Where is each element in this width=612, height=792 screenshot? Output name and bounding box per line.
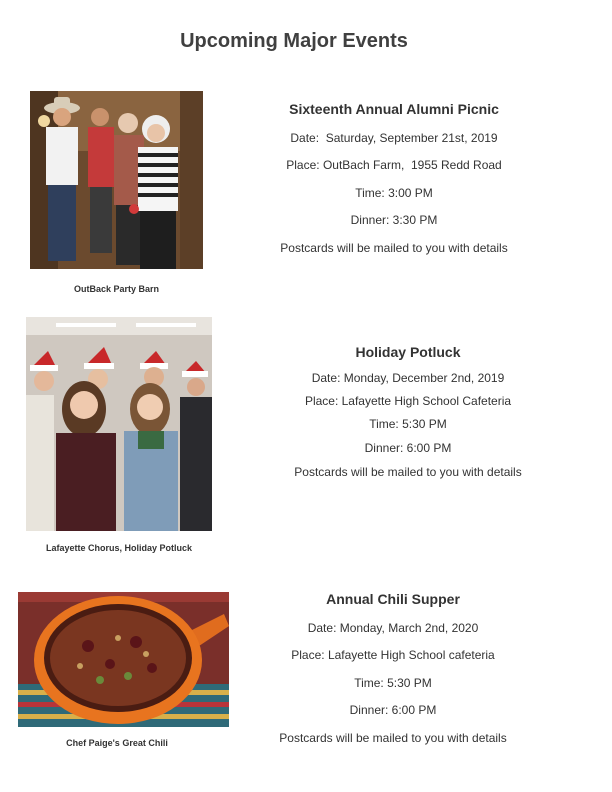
event-place: Place: OutBach Farm, 1955 Redd Road (286, 158, 502, 172)
event-photo-chili (18, 592, 229, 727)
event-time: Time: 5:30 PM (354, 676, 432, 690)
event-date: Date: Monday, December 2nd, 2019 (311, 371, 505, 385)
event-picnic (278, 100, 510, 260)
event-title: Sixteenth Annual Alumni Picnic (289, 101, 499, 117)
event-photo-potluck (26, 317, 212, 531)
event-photo-picnic (30, 91, 203, 269)
event-time: Time: 3:00 PM (355, 186, 433, 200)
event-note: Postcards will be mailed to you with details (294, 465, 522, 479)
event-title: Holiday Potluck (355, 344, 461, 360)
event-date: Date: Monday, March 2nd, 2020 (307, 621, 479, 635)
photo-caption: OutBack Party Barn (73, 284, 160, 294)
event-time: Time: 5:30 PM (369, 417, 447, 431)
photo-caption: Chef Paige's Great Chili (66, 738, 168, 748)
event-chili-supper (273, 591, 513, 751)
photo-caption: Lafayette Chorus, Holiday Potluck (45, 543, 193, 553)
event-place: Place: Lafayette High School Cafeteria (304, 394, 512, 408)
page-title: Upcoming Major Events (180, 30, 408, 52)
event-date: Date: Saturday, September 21st, 2019 (290, 131, 498, 145)
event-dinner: Dinner: 6:00 PM (349, 703, 437, 717)
event-place: Place: Lafayette High School cafeteria (291, 648, 495, 662)
event-dinner: Dinner: 3:30 PM (350, 213, 438, 227)
event-potluck (288, 344, 528, 484)
event-dinner: Dinner: 6:00 PM (364, 441, 452, 455)
event-title: Annual Chili Supper (326, 591, 460, 607)
event-note: Postcards will be mailed to you with details (280, 241, 508, 255)
event-note: Postcards will be mailed to you with details (279, 731, 507, 745)
